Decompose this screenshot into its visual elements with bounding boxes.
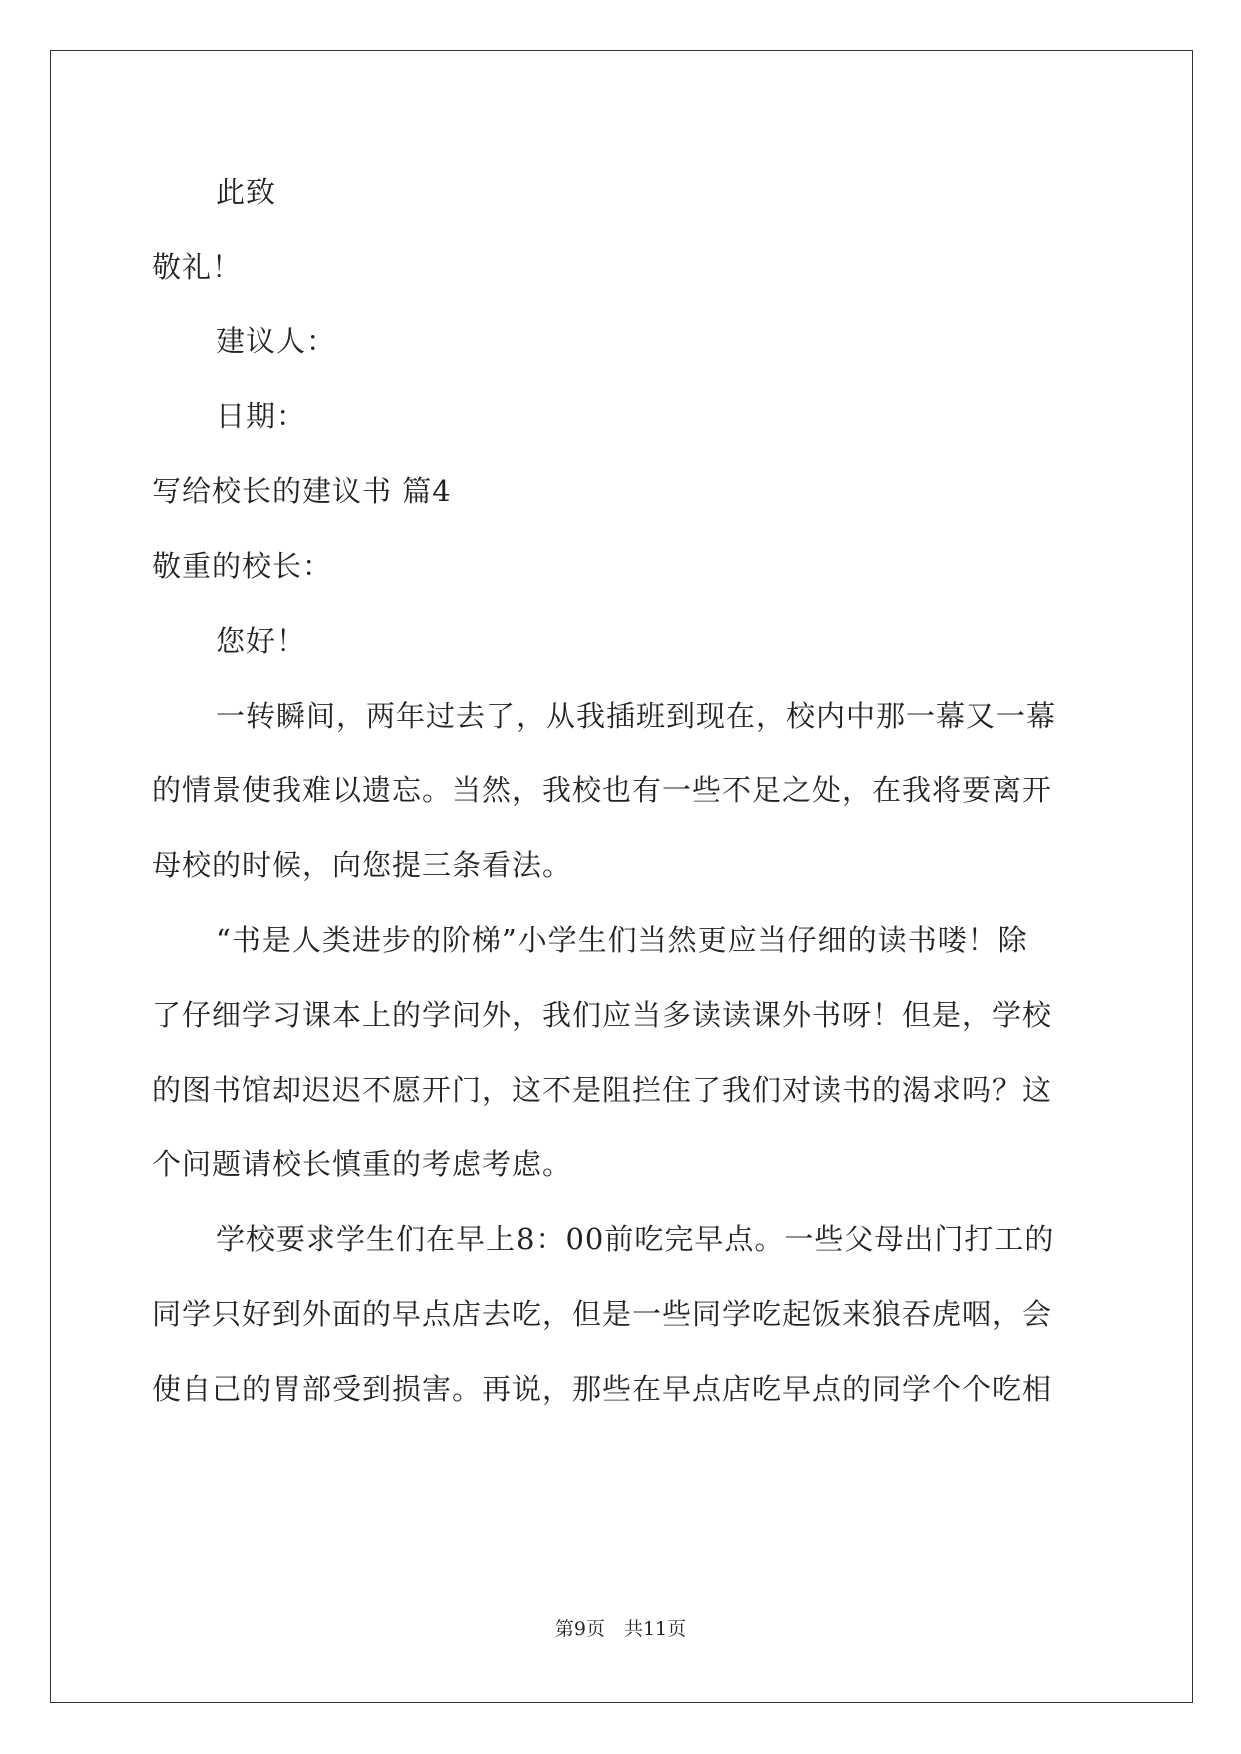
paragraph-line: 的情景使我难以遗忘。当然，我校也有一些不足之处，在我将要离开 — [152, 773, 1053, 807]
paragraph-line: 学校要求学生们在早上8：00前吃完早点。一些父母出门打工的 — [216, 1222, 1055, 1256]
paragraph-line: 母校的时候，向您提三条看法。 — [152, 848, 573, 882]
paragraph-line: 了仔细学习课本上的学问外，我们应当多读读课外书呀！但是，学校 — [152, 998, 1053, 1032]
letter-salutation: 敬重的校长： — [152, 549, 333, 583]
paragraph-line: “书是人类进步的阶梯”小学生们当然更应当仔细的读书喽！除 — [216, 923, 1028, 957]
greeting: 您好！ — [216, 624, 307, 658]
proposer-label: 建议人： — [216, 324, 337, 358]
paragraph-line: 同学只好到外面的早点店去吃，但是一些同学吃起饭来狼吞虎咽，会 — [152, 1297, 1053, 1331]
paragraph-line: 一转瞬间，两年过去了，从我插班到现在，校内中那一幕又一幕 — [216, 699, 1057, 733]
paragraph-line: 使自己的胃部受到损害。再说，那些在早点店吃早点的同学个个吃相 — [152, 1372, 1053, 1406]
page-number: 第9页 共11页 — [554, 1618, 687, 1640]
closing-salutation: 此致 — [216, 175, 277, 209]
paragraph-line: 个问题请校长慎重的考虑考虑。 — [152, 1147, 573, 1181]
date-label: 日期： — [216, 399, 307, 433]
section-title: 写给校长的建议书 篇4 — [152, 474, 452, 508]
paragraph-line: 的图书馆却迟迟不愿开门，这不是阻拦住了我们对读书的渴求吗？这 — [152, 1073, 1053, 1107]
closing-regards: 敬礼！ — [152, 250, 243, 284]
